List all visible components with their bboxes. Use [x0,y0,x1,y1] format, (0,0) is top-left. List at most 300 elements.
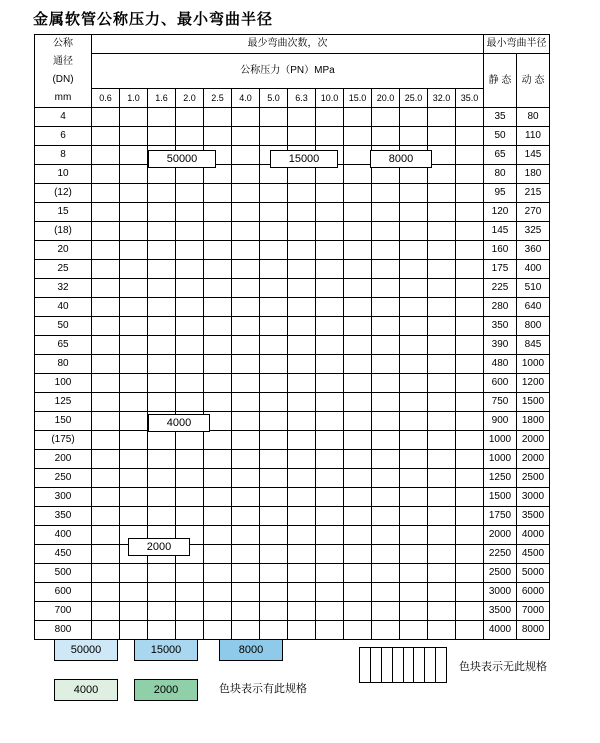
header-radius-dynamic: 动 态 [517,54,550,108]
grid-cell [456,203,484,222]
grid-cell [232,526,260,545]
grid-cell [428,431,456,450]
row-dn-label: 400 [35,526,92,545]
grid-cell [456,469,484,488]
grid-cell [232,507,260,526]
grid-cell [428,222,456,241]
grid-cell [316,127,344,146]
grid-cell [148,507,176,526]
grid-cell [316,545,344,564]
header-dn-line-4: mm [54,92,72,103]
grid-cell [92,203,120,222]
grid-cell [92,222,120,241]
grid-cell [176,298,204,317]
row-dn-label: 150 [35,412,92,431]
grid-cell [456,146,484,165]
grid-cell [120,127,148,146]
header-pn-value: 15.0 [344,89,372,108]
table-row [35,564,550,583]
grid-cell [288,583,316,602]
grid-cell [148,279,176,298]
grid-cell [260,108,288,127]
header-row-1 [35,35,550,54]
grid-cell [120,488,148,507]
row-radius-static: 1000 [484,431,517,450]
row-radius-dynamic: 80 [517,108,550,127]
grid-cell [400,393,428,412]
grid-cell [316,393,344,412]
row-radius-dynamic: 325 [517,222,550,241]
spec-table [34,34,550,640]
header-pn-value: 6.3 [288,89,316,108]
grid-cell [456,450,484,469]
grid-cell [372,469,400,488]
grid-cell [232,469,260,488]
grid-cell [344,279,372,298]
grid-cell [92,165,120,184]
row-radius-static: 480 [484,355,517,374]
row-radius-dynamic: 640 [517,298,550,317]
header-dn-line-1: 公称 [53,38,73,49]
row-radius-static: 350 [484,317,517,336]
grid-cell [92,469,120,488]
row-dn-label: 100 [35,374,92,393]
grid-cell [232,374,260,393]
grid-cell [148,374,176,393]
grid-cell [428,203,456,222]
grid-cell [92,146,120,165]
row-dn-label: 25 [35,260,92,279]
grid-cell [260,317,288,336]
grid-cell [260,374,288,393]
grid-cell [456,222,484,241]
header-dn-cell [35,35,92,108]
grid-cell [120,431,148,450]
grid-cell [232,260,260,279]
grid-cell [372,507,400,526]
grid-cell [344,317,372,336]
grid-cell [232,108,260,127]
grid-cell [316,108,344,127]
grid-cell [260,526,288,545]
grid-cell [204,469,232,488]
grid-cell [176,222,204,241]
grid-cell [428,488,456,507]
grid-cell [344,260,372,279]
grid-cell [456,412,484,431]
row-radius-static: 95 [484,184,517,203]
grid-cell [316,583,344,602]
header-pn-value: 10.0 [316,89,344,108]
grid-cell [316,564,344,583]
grid-cell [372,526,400,545]
row-radius-static: 2000 [484,526,517,545]
grid-cell [176,602,204,621]
row-radius-static: 2500 [484,564,517,583]
grid-cell [344,431,372,450]
grid-cell [176,127,204,146]
grid-cell [204,450,232,469]
header-pn-value: 1.0 [120,89,148,108]
grid-cell [344,222,372,241]
grid-cell [428,393,456,412]
grid-cell [92,507,120,526]
grid-cell [400,184,428,203]
grid-cell [316,355,344,374]
row-radius-static: 175 [484,260,517,279]
grid-cell [232,241,260,260]
grid-cell [428,241,456,260]
row-radius-static: 1000 [484,450,517,469]
grid-cell [232,146,260,165]
grid-cell [148,431,176,450]
grid-cell [344,203,372,222]
grid-cell [288,564,316,583]
grid-cell [288,355,316,374]
grid-cell [400,412,428,431]
grid-cell [232,127,260,146]
grid-cell [344,583,372,602]
row-radius-dynamic: 845 [517,336,550,355]
table-row [35,374,550,393]
grid-cell [120,317,148,336]
grid-cell [428,184,456,203]
header-row-3-pn-values [35,89,550,108]
grid-cell [316,279,344,298]
table-row [35,469,550,488]
table-row [35,393,550,412]
grid-cell [288,507,316,526]
header-pn-value: 2.5 [204,89,232,108]
grid-cell [260,545,288,564]
grid-cell [456,298,484,317]
table-row [35,355,550,374]
header-dn-line-3: (DN) [52,74,74,85]
grid-cell [372,203,400,222]
row-dn-label: 200 [35,450,92,469]
grid-cell [92,336,120,355]
grid-cell [344,336,372,355]
row-radius-static: 3500 [484,602,517,621]
grid-cell [288,298,316,317]
grid-cell [120,564,148,583]
grid-cell [428,108,456,127]
grid-cell [400,450,428,469]
row-radius-static: 280 [484,298,517,317]
grid-cell [92,108,120,127]
grid-cell [344,146,372,165]
grid-cell [316,374,344,393]
grid-cell [232,545,260,564]
grid-cell [344,298,372,317]
grid-cell [428,583,456,602]
grid-cell [372,374,400,393]
grid-cell [288,488,316,507]
grid-cell [176,374,204,393]
row-dn-label: 800 [35,621,92,640]
header-radius-static: 静 态 [484,54,517,108]
table-row [35,526,550,545]
grid-cell [120,184,148,203]
grid-cell [204,583,232,602]
grid-cell [456,583,484,602]
grid-cell [92,317,120,336]
grid-cell [176,431,204,450]
grid-cell [400,469,428,488]
row-radius-dynamic: 180 [517,165,550,184]
grid-cell [120,583,148,602]
grid-cell [120,602,148,621]
grid-cell [176,469,204,488]
grid-cell [92,127,120,146]
row-radius-dynamic: 510 [517,279,550,298]
grid-cell [400,602,428,621]
grid-cell [372,241,400,260]
row-radius-static: 145 [484,222,517,241]
header-pn-value: 35.0 [456,89,484,108]
table-row [35,336,550,355]
grid-cell [148,298,176,317]
row-dn-label: 20 [35,241,92,260]
grid-cell [260,184,288,203]
grid-cell [204,317,232,336]
table-row [35,412,550,431]
header-pn-value: 20.0 [372,89,400,108]
table-row [35,602,550,621]
grid-cell [204,203,232,222]
grid-cell [428,545,456,564]
grid-cell [428,355,456,374]
legend-note-none: 色块表示无此规格 [459,661,547,673]
grid-cell [232,203,260,222]
legend-swatch-4000: 4000 [54,679,118,701]
grid-cell [176,393,204,412]
grid-cell [288,127,316,146]
grid-cell [316,298,344,317]
table-row [35,488,550,507]
row-radius-static: 750 [484,393,517,412]
grid-cell [92,602,120,621]
grid-cell [148,108,176,127]
row-radius-dynamic: 6000 [517,583,550,602]
grid-cell [204,564,232,583]
grid-cell [400,298,428,317]
grid-cell [204,260,232,279]
table-row [35,184,550,203]
grid-cell [148,488,176,507]
grid-cell [120,203,148,222]
grid-cell [260,583,288,602]
grid-cell [92,583,120,602]
grid-cell [288,469,316,488]
grid-cell [288,602,316,621]
table-row [35,222,550,241]
grid-cell [148,602,176,621]
row-radius-static: 65 [484,146,517,165]
grid-cell [456,165,484,184]
grid-cell [456,545,484,564]
grid-cell [372,336,400,355]
row-radius-dynamic: 270 [517,203,550,222]
grid-cell [372,450,400,469]
header-pn: 公称压力（PN）MPa [92,54,484,89]
row-radius-dynamic: 145 [517,146,550,165]
row-radius-static: 1750 [484,507,517,526]
row-dn-label: 4 [35,108,92,127]
grid-cell [428,260,456,279]
row-radius-static: 390 [484,336,517,355]
grid-cell [204,393,232,412]
grid-cell [316,431,344,450]
grid-cell [400,507,428,526]
grid-cell [456,564,484,583]
grid-cell [148,241,176,260]
grid-cell [204,526,232,545]
grid-cell [400,317,428,336]
grid-cell [232,583,260,602]
grid-cell [456,279,484,298]
grid-cell [288,108,316,127]
grid-cell [176,184,204,203]
grid-cell [316,488,344,507]
grid-cell [456,431,484,450]
grid-cell [176,355,204,374]
grid-cell [92,355,120,374]
grid-cell [456,336,484,355]
grid-cell [120,412,148,431]
grid-cell [92,374,120,393]
table-row [35,507,550,526]
legend-swatch-none [359,647,447,683]
grid-cell [260,279,288,298]
row-radius-dynamic: 4500 [517,545,550,564]
grid-cell [400,374,428,393]
header-dn-line-2: 通径 [53,56,73,67]
grid-cell [400,127,428,146]
row-radius-dynamic: 7000 [517,602,550,621]
grid-cell [400,241,428,260]
grid-cell [176,450,204,469]
row-dn-label: 700 [35,602,92,621]
grid-cell [372,488,400,507]
row-dn-label: 6 [35,127,92,146]
row-radius-dynamic: 215 [517,184,550,203]
grid-cell [120,298,148,317]
grid-cell [232,450,260,469]
row-radius-dynamic: 1200 [517,374,550,393]
grid-cell [456,355,484,374]
table-row [35,108,550,127]
grid-cell [316,412,344,431]
grid-cell [176,507,204,526]
grid-cell [232,184,260,203]
grid-cell [120,222,148,241]
row-dn-label: 300 [35,488,92,507]
grid-cell [120,279,148,298]
grid-cell [288,450,316,469]
grid-cell [456,526,484,545]
grid-cell [428,279,456,298]
grid-cell [148,222,176,241]
grid-cell [428,564,456,583]
row-radius-dynamic: 3000 [517,488,550,507]
grid-value-label: 50000 [148,150,216,168]
header-bend-count: 最少弯曲次数，次 [92,35,484,54]
grid-cell [148,260,176,279]
grid-cell [456,108,484,127]
grid-cell [260,203,288,222]
grid-cell [344,184,372,203]
grid-value-label: 2000 [128,538,190,556]
grid-cell [232,564,260,583]
grid-cell [344,165,372,184]
grid-value-label: 15000 [270,150,338,168]
grid-cell [400,260,428,279]
grid-cell [204,355,232,374]
row-dn-label: 500 [35,564,92,583]
row-radius-static: 900 [484,412,517,431]
row-radius-static: 1250 [484,469,517,488]
header-row-2 [35,54,550,89]
grid-cell [148,127,176,146]
grid-cell [260,488,288,507]
grid-cell [344,602,372,621]
grid-cell [120,507,148,526]
legend-swatch-15000: 15000 [134,639,198,661]
grid-cell [92,279,120,298]
grid-cell [400,108,428,127]
row-radius-static: 50 [484,127,517,146]
header-pn-value: 2.0 [176,89,204,108]
grid-cell [176,203,204,222]
page-title: 金属软管公称压力、最小弯曲半径 [33,10,274,28]
grid-cell [428,450,456,469]
grid-cell [316,469,344,488]
row-radius-static: 80 [484,165,517,184]
row-dn-label: (18) [35,222,92,241]
grid-cell [204,488,232,507]
row-radius-static: 1500 [484,488,517,507]
grid-cell [288,241,316,260]
grid-cell [344,412,372,431]
grid-cell [344,241,372,260]
grid-cell [260,260,288,279]
legend-swatch-2000: 2000 [134,679,198,701]
grid-cell [372,108,400,127]
grid-cell [316,336,344,355]
grid-cell [148,184,176,203]
grid-cell [232,488,260,507]
legend-swatch-50000: 50000 [54,639,118,661]
grid-cell [176,488,204,507]
table-row [35,203,550,222]
grid-value-label: 8000 [370,150,432,168]
grid-cell [120,146,148,165]
grid-cell [428,127,456,146]
grid-cell [176,564,204,583]
grid-cell [120,393,148,412]
grid-cell [428,336,456,355]
grid-cell [260,602,288,621]
grid-cell [120,469,148,488]
grid-cell [456,393,484,412]
grid-cell [316,602,344,621]
grid-cell [428,507,456,526]
grid-cell [344,108,372,127]
grid-cell [204,507,232,526]
grid-cell [456,317,484,336]
grid-cell [288,545,316,564]
